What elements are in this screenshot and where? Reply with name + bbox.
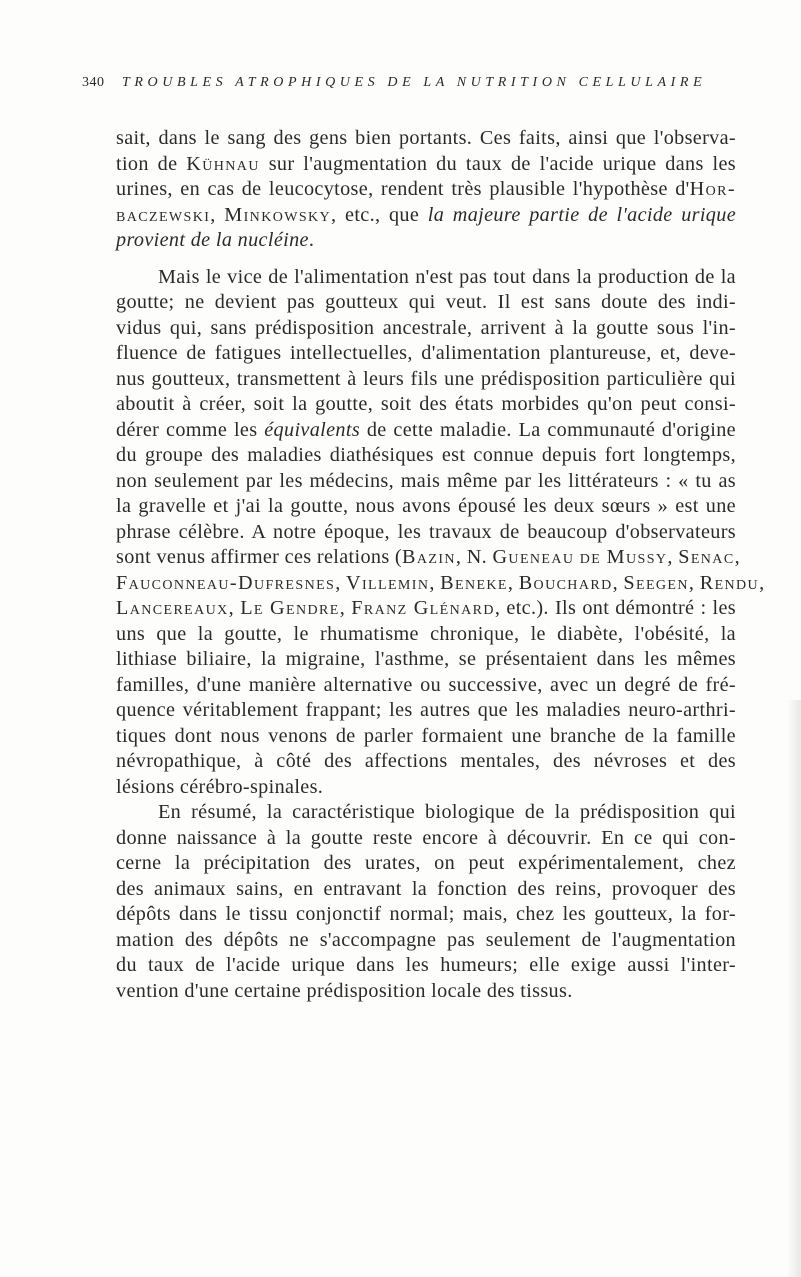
- text-line: tion de Kühnau sur l'augmentation du taux de l'acide urique dans les: [116, 152, 736, 175]
- text-line: En résumé, la caractéristique biologique de la prédisposition qui: [158, 801, 736, 823]
- text-line: nus goutteux, transmettent à leurs fils une prédisposition particulière qui: [116, 367, 736, 390]
- text-line: baczewski, Minkowsky, etc., que la majeure partie de l'acide urique: [116, 203, 736, 226]
- text-line: des animaux sains, en entravant la fonction des reins, provoquer des: [116, 877, 736, 900]
- text-line: tiques dont nous venons de parler formaient une branche de la famille: [116, 724, 736, 747]
- text-line: lésions cérébro-spinales.: [116, 775, 324, 798]
- page-edge-shadow: [787, 700, 801, 1277]
- page-number: 340: [82, 75, 105, 90]
- text-line: névropathique, à côté des affections mentales, des névroses et des: [116, 750, 736, 772]
- running-title: TROUBLES ATROPHIQUES DE LA NUTRITION CELLULAIRE: [122, 75, 707, 90]
- text-line: aboutit à créer, soit la goutte, soit des états morbides qu'on peut consi-: [116, 393, 736, 415]
- text-line: du groupe des maladies diathésiques est connue depuis fort longtemps,: [116, 444, 736, 466]
- text-line: familles, d'une manière alternative ou successive, avec un degré de fré-: [116, 673, 736, 696]
- text-line: Lancereaux, Le Gendre, Franz Glénard, etc.). Ils ont démontré : les: [116, 597, 737, 619]
- text-line: provient de la nucléine.: [116, 229, 315, 251]
- text-line: sont venus affirmer ces relations (Bazin, N. Gueneau de Mussy, Senac,: [116, 546, 740, 568]
- text-line: du taux de l'acide urique dans les humeurs; elle exige aussi l'inter-: [116, 954, 736, 976]
- text-line: fluence de fatigues intellectuelles, d'alimentation plantureuse, et, deve-: [116, 342, 736, 364]
- text-line: vention d'une certaine prédisposition locale des tissus.: [116, 979, 573, 1002]
- paragraph-gap: [116, 254, 736, 265]
- text-line: phrase célèbre. A notre époque, les travaux de beaucoup d'observateurs: [116, 520, 736, 543]
- text-line: goutte; ne devient pas goutteux qui veut. Il est sans doute des indi-: [116, 291, 736, 313]
- text-line: Mais le vice de l'alimentation n'est pas tout dans la production de la: [158, 265, 736, 288]
- body-text: [116, 126, 765, 1004]
- text-line: non seulement par les médecins, mais même par les littérateurs : « tu as: [116, 469, 736, 492]
- text-line: la gravelle et j'ai la goutte, nous avons épousé les deux sœurs » est une: [116, 495, 736, 517]
- text-line: lithiase biliaire, la migraine, l'asthme, se présentaient dans les mêmes: [116, 648, 736, 670]
- text-line: vidus qui, sans prédisposition ancestrale, arrivent à la goutte sous l'in-: [116, 316, 736, 339]
- text-line: Fauconneau-Dufresnes, Villemin, Beneke, Bouchard, Seegen, Rendu,: [116, 571, 765, 594]
- text-line: sait, dans le sang des gens bien portants. Ces faits, ainsi que l'observa-: [116, 127, 736, 149]
- text-line: dépôts dans le tissu conjonctif normal; mais, chez les goutteux, la for-: [116, 903, 736, 925]
- text-line: donne naissance à la goutte reste encore à découvrir. En ce qui con-: [116, 826, 736, 849]
- text-line: uns que la goutte, le rhumatisme chronique, le diabète, l'obésité, la: [116, 622, 736, 645]
- text-line: dérer comme les équivalents de cette maladie. La communauté d'origine: [116, 418, 736, 441]
- text-line: cerne la précipitation des urates, on peut expérimentalement, chez: [116, 852, 736, 874]
- running-header: [82, 75, 722, 99]
- text-line: quence véritablement frappant; les autres que les maladies neuro-arthri-: [116, 699, 736, 721]
- text-line: mation des dépôts ne s'accompagne pas seulement de l'augmentation: [116, 928, 736, 951]
- text-line: urines, en cas de leucocytose, rendent très plausible l'hypothèse d'Hor-: [116, 178, 736, 200]
